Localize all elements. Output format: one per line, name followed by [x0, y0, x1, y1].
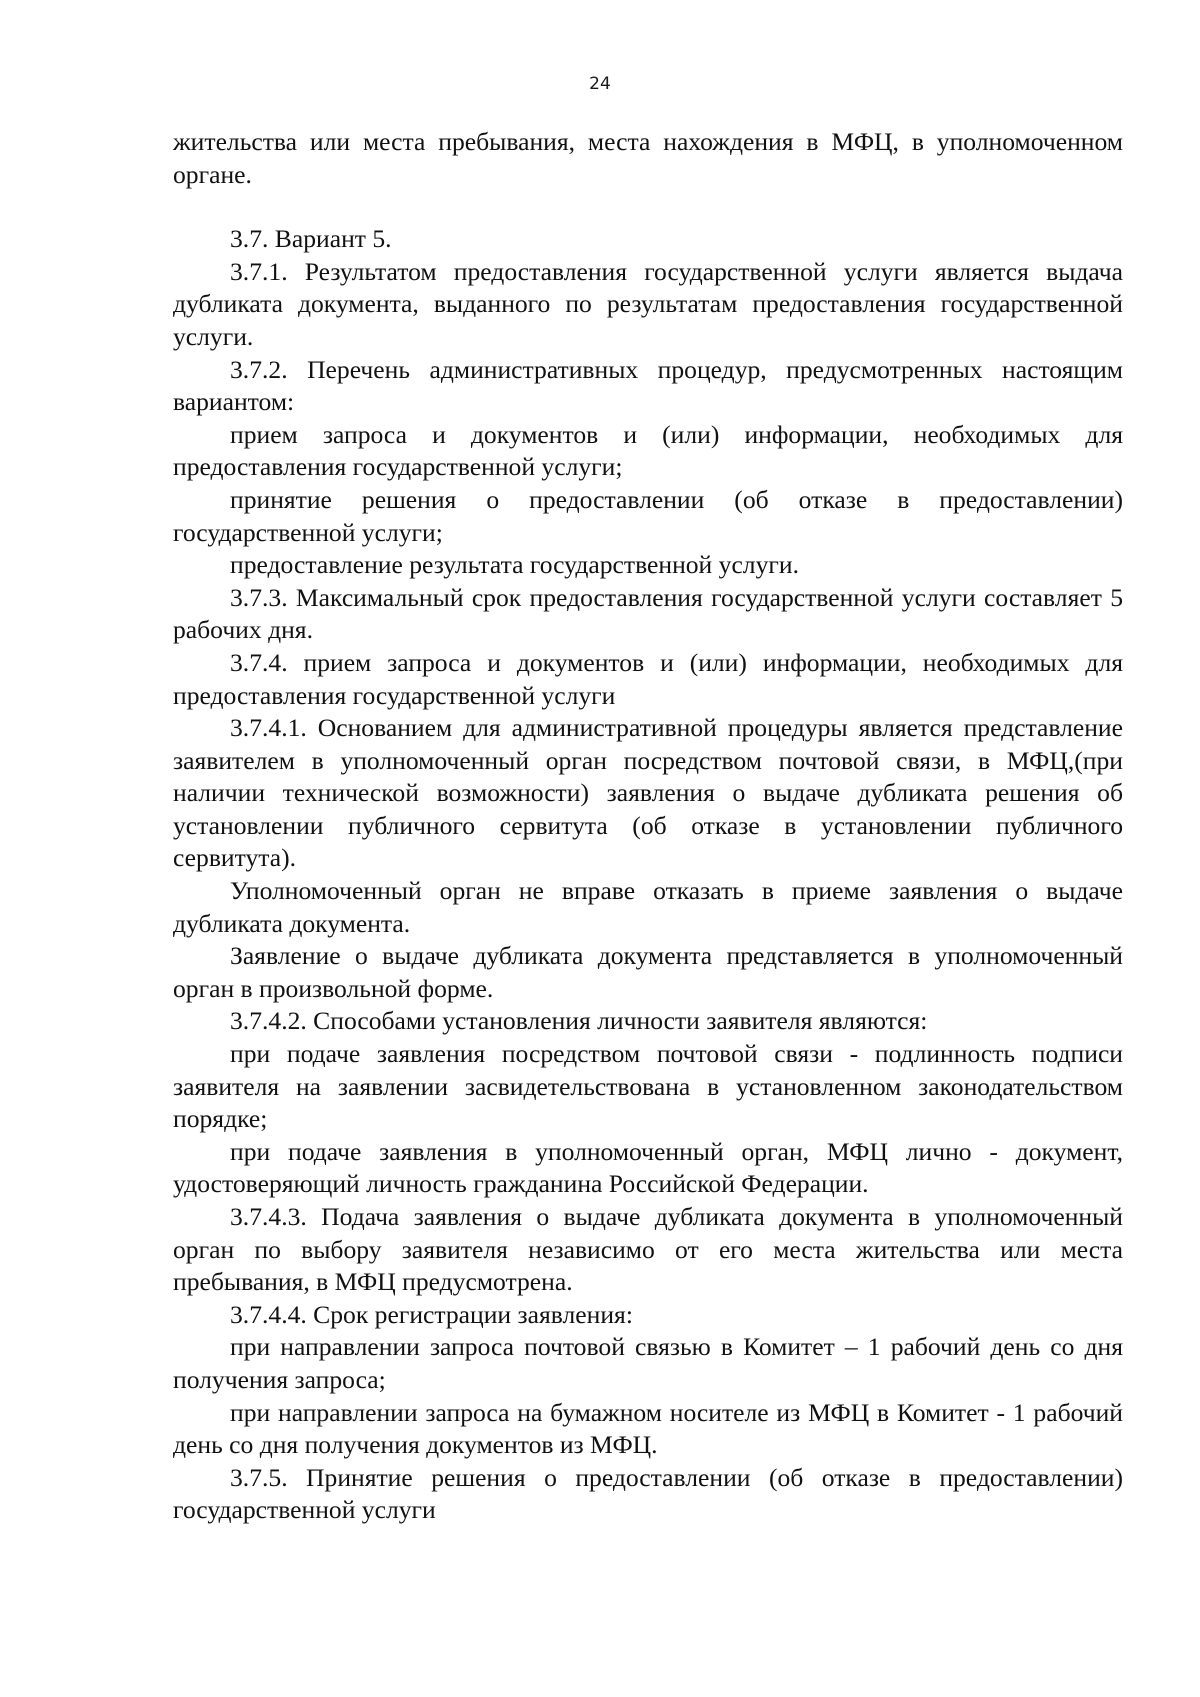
paragraph-3-7-4-1: 3.7.4.1. Основанием для административной процедуры является представление заявителем в уполномоченный орган посредством почтовой связи, в МФЦ,(при наличии технической возможности) заявления о выдаче дубликата решения об установлении публичного сервитута (об отказе в установлении публичного сервитута). — [173, 713, 1123, 873]
document-body — [173, 126, 1123, 1527]
paragraph-no-refusal: Уполномоченный орган не вправе отказать в приеме заявления о выдаче дубликата документа. — [173, 876, 1123, 938]
paragraph-3-7-4-2: 3.7.4.2. Способами установления личности заявителя являются: — [230, 1006, 928, 1036]
list-item-mfc-registration: при направлении запроса на бумажном носителе из МФЦ в Комитет - 1 рабочий день со дня получения документов из МФЦ. — [173, 1397, 1123, 1460]
paragraph-3-7-5: 3.7.5. Принятие решения о предоставлении (об отказе в предоставлении) государственной услуги — [173, 1462, 1123, 1525]
list-item-procedure-1: прием запроса и документов и (или) информации, необходимых для предоставления государственной услуги; — [173, 419, 1123, 482]
list-item-postal-registration: при направлении запроса почтовой связью в Комитет – 1 рабочий день со дня получения запроса; — [173, 1332, 1123, 1394]
paragraph-3-7-4: 3.7.4. прием запроса и документов и (или) информации, необходимых для предоставления государственной услуги — [173, 647, 1123, 710]
list-item-in-person: при подаче заявления в уполномоченный орган, МФЦ лично - документ, удостоверяющий личность гражданина Российской Федерации. — [173, 1136, 1123, 1199]
list-item-procedure-3: предоставление результата государственной услуги. — [230, 550, 799, 580]
paragraph-continuation: жительства или места пребывания, места нахождения в МФЦ, в уполномоченном органе. — [173, 127, 1123, 189]
paragraph-3-7-1: 3.7.1. Результатом предоставления государственной услуги является выдача дубликата документа, выданного по результатам предоставления государственной услуги. — [173, 256, 1123, 351]
list-item-procedure-2: принятие решения о предоставлении (об отказе в предоставлении) государственной услуги; — [173, 484, 1123, 547]
paragraph-3-7-3: 3.7.3. Максимальный срок предоставления государственной услуги составляет 5 рабочих дня. — [173, 582, 1123, 645]
paragraph-3-7-4-4: 3.7.4.4. Срок регистрации заявления: — [230, 1299, 633, 1329]
list-item-postal: при подаче заявления посредством почтовой связи - подлинность подписи заявителя на заявлении засвидетельствована в установленном законодательством порядке; — [173, 1039, 1123, 1134]
paragraph-free-form: Заявление о выдаче дубликата документа представляется в уполномоченный орган в произвольной форме. — [173, 941, 1123, 1003]
paragraph-3-7-2: 3.7.2. Перечень административных процедур, предусмотренных настоящим вариантом: — [173, 354, 1123, 417]
page-number: 24 — [589, 74, 611, 94]
section-heading-3-7: 3.7. Вариант 5. — [230, 224, 392, 254]
paragraph-3-7-4-3: 3.7.4.3. Подача заявления о выдаче дубликата документа в уполномоченный орган по выбору заявителя независимо от его места жительства или места пребывания, в МФЦ предусмотрена. — [173, 1202, 1123, 1297]
